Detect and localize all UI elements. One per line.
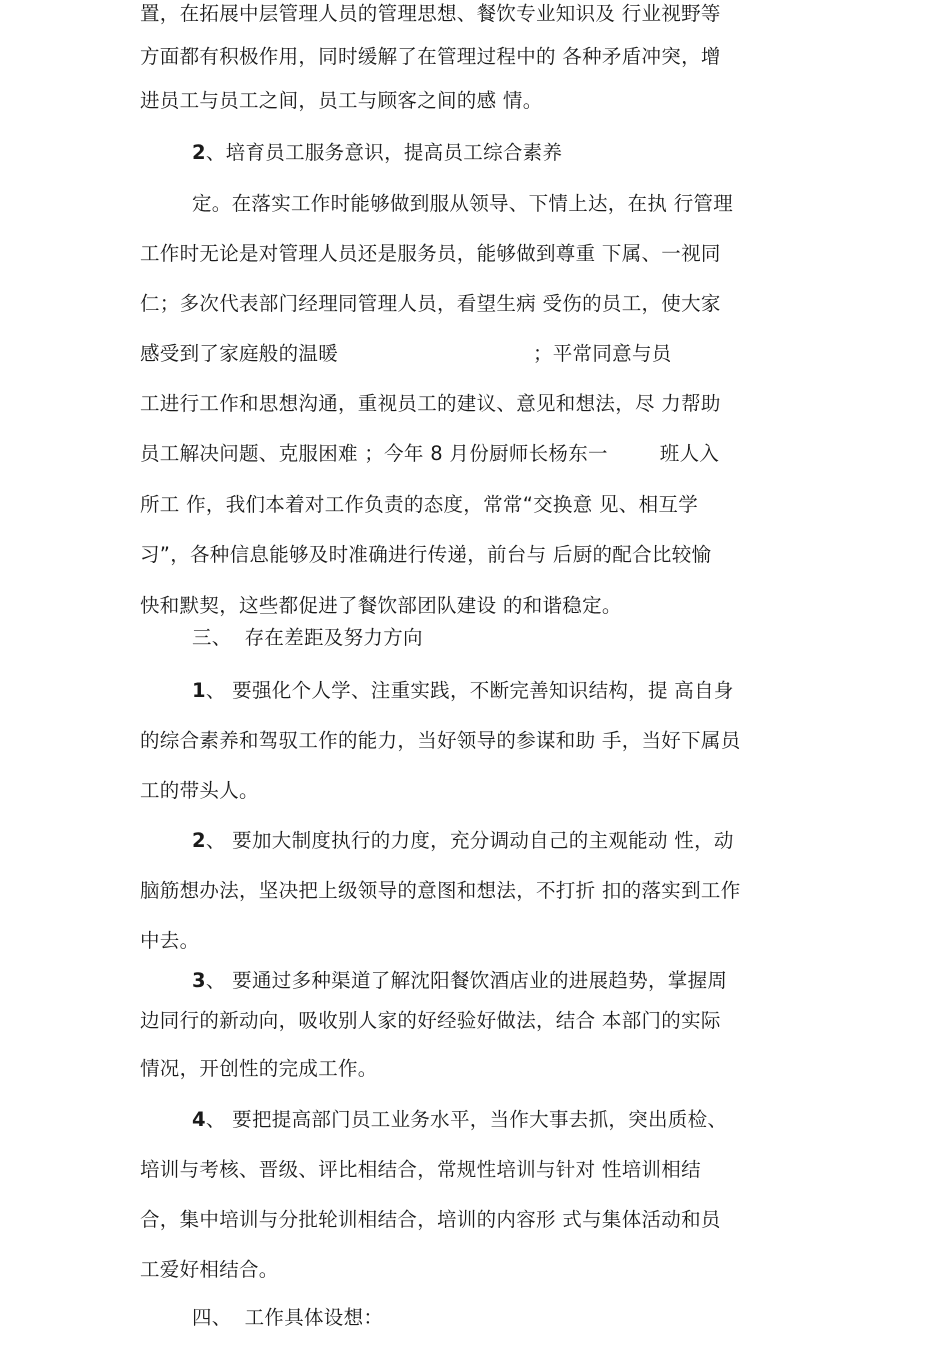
item-number: 3: [192, 969, 206, 992]
list-item-3: [192, 969, 727, 993]
text-line: 工爱好相结合。: [140, 1258, 279, 1281]
text-line: 培训与考核、晋级、评比相结合，常规性培训与针对 性培训相结: [140, 1158, 701, 1181]
text-line: 情况，开创性的完成工作。: [140, 1057, 378, 1080]
text-line: 边同行的新动向，吸收别人家的好经验好做法，结合 本部门的实际: [140, 1009, 721, 1032]
text-line: 快和默契，这些都促进了餐饮部团队建设 的和谐稳定。: [140, 594, 622, 617]
text-line: 工作时无论是对管理人员还是服务员，能够做到尊重 下属、一视同: [140, 242, 721, 265]
section-heading-4: 四、 工作具体设想：: [192, 1306, 384, 1329]
item-text: 、 要把提高部门员工业务水平，当作大事去抓，突出质检、: [205, 1108, 728, 1131]
text-line: 合，集中培训与分批轮训相结合，培训的内容形 式与集体活动和员: [140, 1208, 721, 1231]
item-text: 、 要强化个人学、注重实践，不断完善知识结构，提 高自身: [205, 679, 734, 702]
item-number: 2: [192, 829, 206, 852]
list-item-1: [192, 679, 734, 703]
item-text: 、 要加大制度执行的力度，充分调动自己的主观能动 性，动: [205, 829, 734, 852]
text-line: 仁；多次代表部门经理同管理人员，看望生病 受伤的员工，使大家: [140, 292, 721, 315]
item-text: 、 要通过多种渠道了解沈阳餐饮酒店业的进展趋势，掌握周: [205, 969, 728, 992]
text-line: 所工 作，我们本着对工作负责的态度，常常“交换意 见、相互学: [140, 493, 698, 516]
text-line: 进员工与员工之间，员工与顾客之间的感 情。: [140, 89, 543, 112]
text-line: 工的带头人。: [140, 779, 259, 802]
text-line: 习”，各种信息能够及时准确进行传递，前台与 后厨的配合比较愉: [140, 543, 712, 566]
text-line: 脑筋想办法，坚决把上级领导的意图和想法，不打折 扣的落实到工作: [140, 879, 741, 902]
item-number: 4: [192, 1108, 206, 1131]
item-number: 1: [192, 679, 206, 702]
text-line: 置，在拓展中层管理人员的管理思想、餐饮专业知识及 行业视野等: [140, 2, 721, 25]
section-heading-3: 三、 存在差距及努力方向: [192, 626, 423, 649]
text-line: 中去。: [140, 929, 200, 952]
heading-text: 、培育员工服务意识，提高员工综合素养: [205, 141, 563, 164]
section-heading-2: [192, 141, 562, 165]
item-number: 2: [192, 141, 206, 164]
text-line: 定。在落实工作时能够做到服从领导、下情上达，在执 行管理: [192, 192, 734, 215]
list-item-4: [192, 1108, 727, 1132]
text-line: 感受到了家庭般的温暖 ；平常同意与员: [140, 342, 672, 365]
text-line: 方面都有积极作用，同时缓解了在管理过程中的 各种矛盾冲突，增: [140, 45, 721, 68]
list-item-2: [192, 829, 734, 853]
text-line: 的综合素养和驾驭工作的能力，当好领导的参谋和助 手，当好下属员: [140, 729, 741, 752]
text-line: 工进行工作和思想沟通，重视员工的建议、意见和想法，尽 力帮助: [140, 392, 721, 415]
text-line: 员工解决问题、克服困难 ；今年 8 月份厨师长杨东一 班人入: [140, 442, 720, 465]
